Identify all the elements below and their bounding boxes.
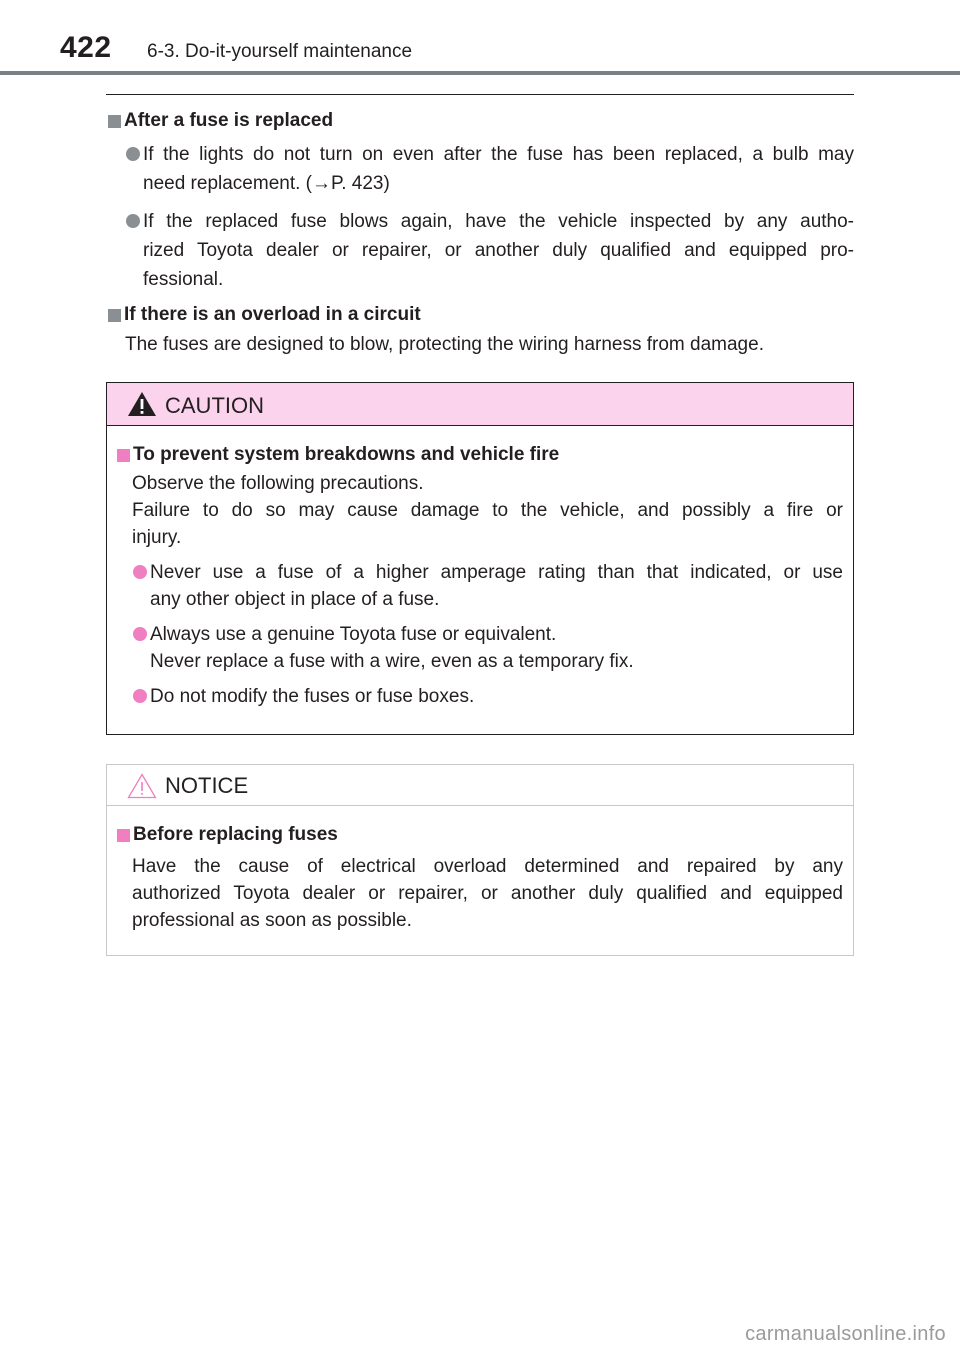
list-item bbox=[115, 621, 843, 675]
list-item bbox=[115, 559, 843, 613]
square-bullet-icon bbox=[117, 829, 130, 842]
notice-body bbox=[107, 806, 853, 934]
section-heading bbox=[106, 300, 854, 330]
notice-label: NOTICE bbox=[165, 773, 249, 798]
list-item-line: need replacement. (→P. 423) bbox=[143, 173, 390, 194]
section-title: 6-3. Do-it-yourself maintenance bbox=[147, 41, 413, 62]
notice-heading-text: Before replacing fuses bbox=[133, 824, 338, 845]
circle-bullet-icon bbox=[133, 627, 147, 641]
caution-heading bbox=[115, 440, 843, 470]
notice-heading bbox=[115, 820, 843, 850]
notice-line: Have the cause of electrical overload determined and repaired by any bbox=[132, 856, 843, 877]
caution-intro-line: Observe the following precautions. bbox=[132, 473, 424, 494]
list-item-line: Never replace a fuse with a wire, even as a temporary fix. bbox=[150, 651, 634, 672]
header-rule bbox=[0, 71, 960, 75]
section-heading bbox=[106, 106, 854, 136]
list-item bbox=[106, 140, 854, 198]
caution-header bbox=[107, 383, 853, 426]
square-bullet-icon bbox=[108, 309, 121, 322]
notice-paragraph bbox=[115, 853, 843, 934]
list-item-line: rized Toyota dealer or repairer, or another duly qualified and equipped pro- bbox=[143, 240, 854, 261]
caution-heading-text: To prevent system breakdowns and vehicle fire bbox=[133, 444, 560, 465]
caution-intro bbox=[115, 470, 843, 551]
circle-bullet-icon bbox=[133, 565, 147, 579]
square-bullet-icon bbox=[108, 115, 121, 128]
section-heading-text: If there is an overload in a circuit bbox=[124, 304, 421, 325]
list-item-line: Do not modify the fuses or fuse boxes. bbox=[150, 686, 475, 707]
list-item-line: fessional. bbox=[143, 269, 224, 290]
circle-bullet-icon bbox=[133, 689, 147, 703]
section-heading-text: After a fuse is replaced bbox=[124, 110, 334, 131]
list-item bbox=[106, 207, 854, 294]
caution-intro-line: Failure to do so may cause damage to the vehicle, and possibly a fire or bbox=[132, 500, 843, 521]
caution-label: CAUTION bbox=[165, 393, 264, 418]
warning-triangle-icon bbox=[127, 391, 157, 417]
caution-body bbox=[107, 426, 853, 710]
main-content bbox=[106, 106, 854, 359]
notice-line: authorized Toyota dealer or repairer, or another duly qualified and equipped bbox=[132, 883, 843, 904]
list-item bbox=[115, 683, 843, 710]
list-item-line: any other object in place of a fuse. bbox=[150, 589, 440, 610]
section-paragraph: The fuses are designed to blow, protecting the wiring harness from damage. bbox=[125, 334, 764, 355]
page-header bbox=[0, 0, 960, 76]
caution-intro-line: injury. bbox=[132, 527, 182, 548]
circle-bullet-icon bbox=[126, 147, 140, 161]
content-top-rule bbox=[106, 94, 854, 95]
watermark: carmanualsonline.info bbox=[745, 1323, 946, 1345]
caution-box bbox=[106, 382, 854, 735]
notice-header bbox=[107, 765, 853, 806]
circle-bullet-icon bbox=[126, 214, 140, 228]
notice-line: professional as soon as possible. bbox=[132, 910, 412, 931]
list-item-line: Never use a fuse of a higher amperage rating than that indicated, or use bbox=[150, 562, 843, 583]
notice-box bbox=[106, 764, 854, 956]
list-item-line: If the lights do not turn on even after the fuse has been replaced, a bulb may bbox=[143, 144, 854, 165]
square-bullet-icon bbox=[117, 449, 130, 462]
list-item-line: If the replaced fuse blows again, have the vehicle inspected by any autho- bbox=[143, 211, 854, 232]
notice-triangle-icon bbox=[127, 773, 157, 799]
page-number: 422 bbox=[60, 31, 112, 64]
list-item-line: Always use a genuine Toyota fuse or equivalent. bbox=[150, 624, 557, 645]
